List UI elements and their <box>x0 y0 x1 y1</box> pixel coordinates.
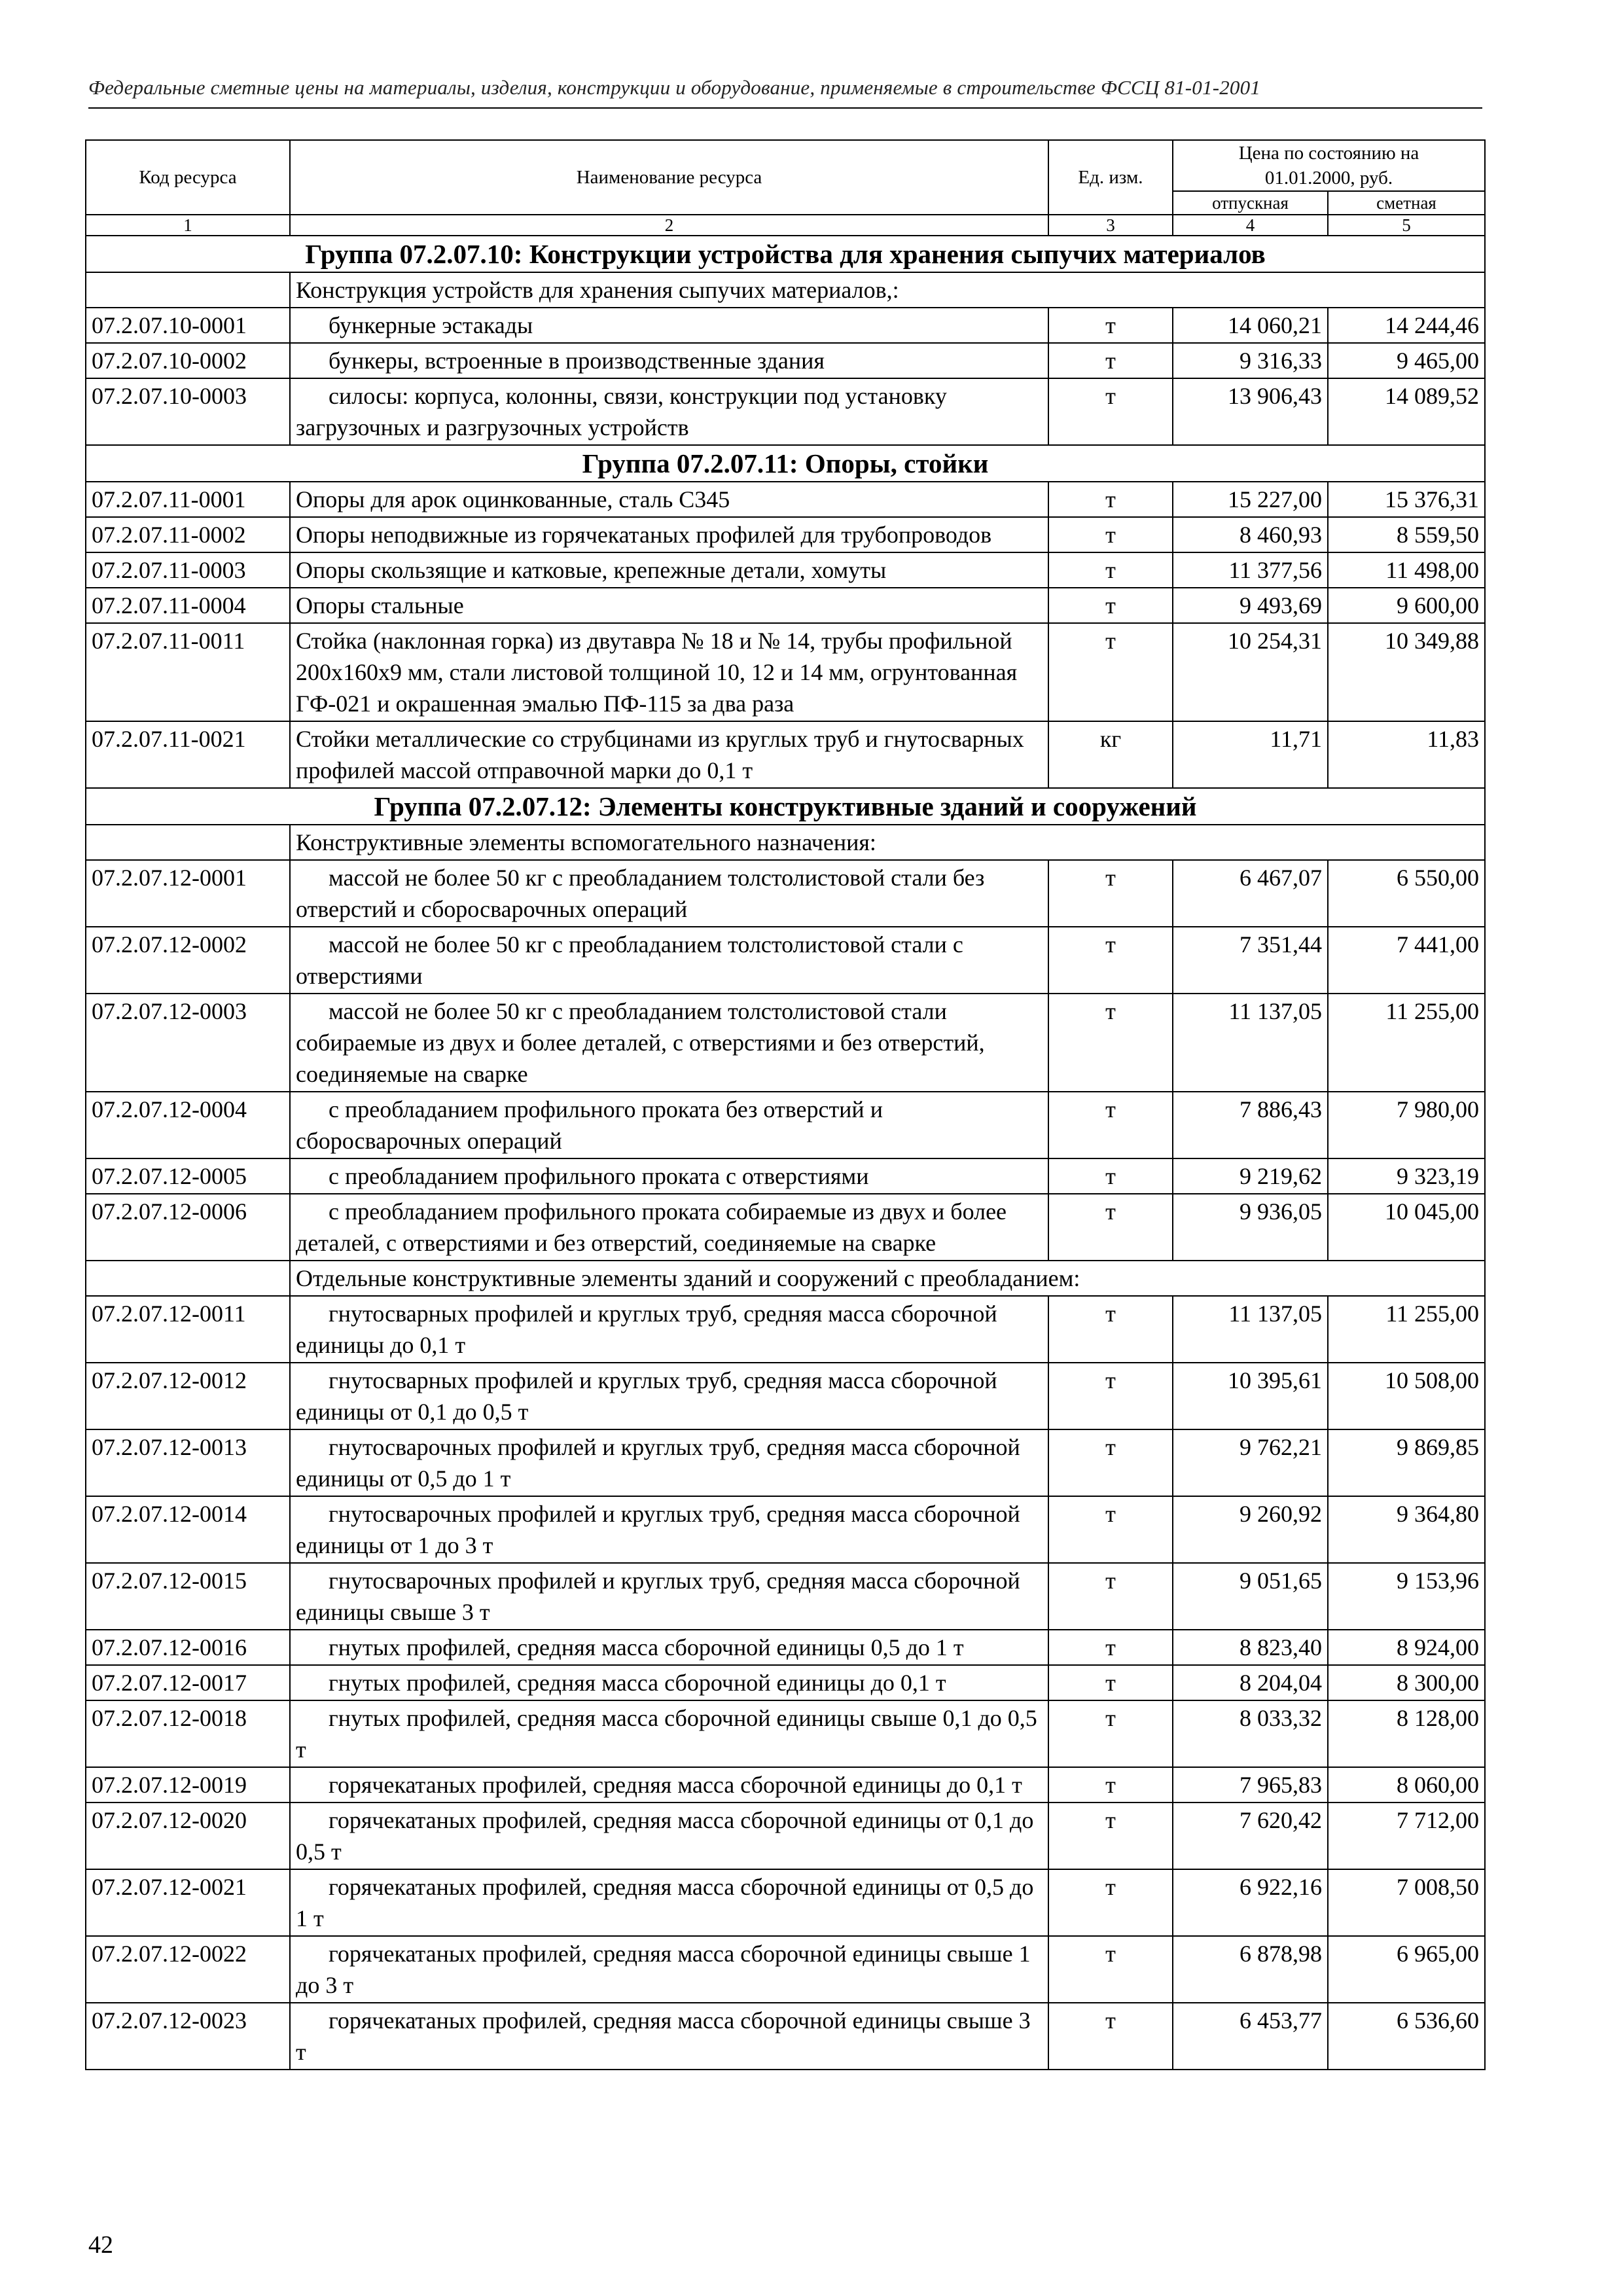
resource-unit: т <box>1048 1092 1173 1158</box>
resource-name <box>290 343 1048 378</box>
estimate-price: 14 244,46 <box>1328 308 1485 343</box>
estimate-price: 11,83 <box>1328 721 1485 788</box>
table-row <box>86 588 1485 623</box>
estimate-price: 9 364,80 <box>1328 1496 1485 1563</box>
resource-name-text: гнутых профилей, средняя масса сборочной единицы свыше 0,1 до 0,5 т <box>296 1705 1037 1763</box>
resource-code: 07.2.07.12-0018 <box>86 1700 290 1767</box>
resource-unit: т <box>1048 343 1173 378</box>
running-header: Федеральные сметные цены на материалы, изделия, конструкции и оборудование, применяемые в строительстве ФССЦ 81-01-2001 <box>88 76 1482 109</box>
table-body <box>86 236 1485 2070</box>
estimate-price: 8 559,50 <box>1328 517 1485 552</box>
estimate-price: 7 980,00 <box>1328 1092 1485 1158</box>
resource-code: 07.2.07.12-0005 <box>86 1158 290 1194</box>
resource-name-text: горячекатаных профилей, средняя масса сборочной единицы свыше 3 т <box>296 2007 1031 2065</box>
resource-unit: т <box>1048 1563 1173 1630</box>
resource-name-text: гнутосварных профилей и круглых труб, средняя масса сборочной единицы от 0,1 до 0,5 т <box>296 1367 997 1425</box>
resource-unit: т <box>1048 1803 1173 1869</box>
table-row <box>86 927 1485 994</box>
release-price: 7 351,44 <box>1173 927 1328 994</box>
release-price: 15 227,00 <box>1173 482 1328 517</box>
release-price: 9 260,92 <box>1173 1496 1328 1563</box>
estimate-price: 11 498,00 <box>1328 552 1485 588</box>
resource-code: 07.2.07.12-0017 <box>86 1665 290 1700</box>
release-price: 6 467,07 <box>1173 860 1328 927</box>
resource-code: 07.2.07.11-0021 <box>86 721 290 788</box>
resource-name: Опоры скользящие и катковые, крепежные детали, хомуты <box>290 552 1048 588</box>
resource-name-text: бункеры, встроенные в производственные здания <box>329 348 825 374</box>
estimate-price: 8 924,00 <box>1328 1630 1485 1665</box>
release-price: 6 878,98 <box>1173 1936 1328 2003</box>
table-row <box>86 2003 1485 2070</box>
release-price: 10 395,61 <box>1173 1363 1328 1429</box>
subheading: Конструкция устройств для хранения сыпучих материалов,: <box>290 272 1485 308</box>
resource-name: Стойка (наклонная горка) из двутавра № 18 и № 14, трубы профильной 200х160х9 мм, стали листовой толщиной 10, 12 и 14 мм, огрунтованная ГФ-021 и окрашенная эмалью ПФ-115 за два раза <box>290 623 1048 721</box>
resource-unit: т <box>1048 927 1173 994</box>
resource-code: 07.2.07.12-0016 <box>86 1630 290 1665</box>
estimate-price: 15 376,31 <box>1328 482 1485 517</box>
estimate-price: 8 060,00 <box>1328 1767 1485 1803</box>
resource-name: Опоры для арок оцинкованные, сталь С345 <box>290 482 1048 517</box>
estimate-price: 6 536,60 <box>1328 2003 1485 2070</box>
resource-code: 07.2.07.12-0013 <box>86 1429 290 1496</box>
resource-unit: т <box>1048 1767 1173 1803</box>
resource-code: 07.2.07.10-0003 <box>86 378 290 445</box>
release-price: 7 886,43 <box>1173 1092 1328 1158</box>
resource-unit: т <box>1048 588 1173 623</box>
resource-name: Опоры неподвижные из горячекатаных профилей для трубопроводов <box>290 517 1048 552</box>
subheading-empty-cell <box>86 825 290 860</box>
resource-code: 07.2.07.12-0021 <box>86 1869 290 1936</box>
table-row <box>86 1869 1485 1936</box>
estimate-price: 6 550,00 <box>1328 860 1485 927</box>
col-number: 1 <box>86 215 290 236</box>
resource-code: 07.2.07.12-0001 <box>86 860 290 927</box>
resource-name-text: горячекатаных профилей, средняя масса сборочной единицы от 0,5 до 1 т <box>296 1874 1034 1931</box>
resource-unit: т <box>1048 1158 1173 1194</box>
resource-unit: т <box>1048 308 1173 343</box>
estimate-price: 7 441,00 <box>1328 927 1485 994</box>
resource-code: 07.2.07.12-0023 <box>86 2003 290 2070</box>
resource-unit: т <box>1048 1630 1173 1665</box>
resource-code: 07.2.07.12-0015 <box>86 1563 290 1630</box>
resource-name-text: гнутосварочных профилей и круглых труб, средняя масса сборочной единицы от 0,5 до 1 т <box>296 1434 1020 1492</box>
price-table <box>85 139 1486 2070</box>
release-price: 8 204,04 <box>1173 1665 1328 1700</box>
table-row <box>86 1429 1485 1496</box>
resource-unit: т <box>1048 1296 1173 1363</box>
resource-name <box>290 1429 1048 1496</box>
estimate-price: 14 089,52 <box>1328 378 1485 445</box>
subheading-empty-cell <box>86 1261 290 1296</box>
resource-name <box>290 308 1048 343</box>
resource-unit: т <box>1048 1665 1173 1700</box>
release-price: 14 060,21 <box>1173 308 1328 343</box>
resource-unit: т <box>1048 1429 1173 1496</box>
release-price: 8 460,93 <box>1173 517 1328 552</box>
col-number: 2 <box>290 215 1048 236</box>
resource-name <box>290 1092 1048 1158</box>
estimate-price: 6 965,00 <box>1328 1936 1485 2003</box>
release-price: 13 906,43 <box>1173 378 1328 445</box>
resource-name-text: гнутосварных профилей и круглых труб, средняя масса сборочной единицы до 0,1 т <box>296 1300 997 1358</box>
group-heading-row <box>86 445 1485 482</box>
resource-name-text: гнутых профилей, средняя масса сборочной единицы 0,5 до 1 т <box>329 1634 964 1660</box>
table-row <box>86 1563 1485 1630</box>
resource-name-text: силосы: корпуса, колонны, связи, конструкции под установку загрузочных и разгрузочных устройств <box>296 383 947 440</box>
release-price: 7 620,42 <box>1173 1803 1328 1869</box>
resource-code: 07.2.07.11-0001 <box>86 482 290 517</box>
estimate-price: 10 045,00 <box>1328 1194 1485 1261</box>
column-number-row <box>86 215 1485 236</box>
resource-code: 07.2.07.11-0011 <box>86 623 290 721</box>
subheading-row <box>86 272 1485 308</box>
resource-name-text: массой не более 50 кг с преобладанием толстолистовой стали без отверстий и сборосварочных операций <box>296 865 985 922</box>
release-price: 8 823,40 <box>1173 1630 1328 1665</box>
group-heading: Группа 07.2.07.10: Конструкции устройства для хранения сыпучих материалов <box>86 236 1485 272</box>
resource-name <box>290 1158 1048 1194</box>
resource-unit: т <box>1048 552 1173 588</box>
resource-code: 07.2.07.12-0006 <box>86 1194 290 1261</box>
resource-code: 07.2.07.11-0004 <box>86 588 290 623</box>
table-row <box>86 1296 1485 1363</box>
resource-code: 07.2.07.12-0002 <box>86 927 290 994</box>
header-unit: Ед. изм. <box>1048 140 1173 215</box>
resource-unit: т <box>1048 1194 1173 1261</box>
resource-code: 07.2.07.12-0004 <box>86 1092 290 1158</box>
group-heading-row <box>86 236 1485 272</box>
resource-unit: т <box>1048 623 1173 721</box>
resource-name <box>290 927 1048 994</box>
resource-unit: т <box>1048 1936 1173 2003</box>
table-row <box>86 1700 1485 1767</box>
estimate-price: 10 508,00 <box>1328 1363 1485 1429</box>
release-price: 6 922,16 <box>1173 1869 1328 1936</box>
table-row <box>86 343 1485 378</box>
resource-unit: т <box>1048 482 1173 517</box>
resource-code: 07.2.07.12-0003 <box>86 994 290 1092</box>
resource-name-text: горячекатаных профилей, средняя масса сборочной единицы свыше 1 до 3 т <box>296 1941 1031 1998</box>
header-release: отпускная <box>1173 191 1328 215</box>
table-row <box>86 1496 1485 1563</box>
resource-code: 07.2.07.10-0001 <box>86 308 290 343</box>
estimate-price: 8 128,00 <box>1328 1700 1485 1767</box>
resource-name <box>290 1496 1048 1563</box>
resource-name <box>290 2003 1048 2070</box>
header-code: Код ресурса <box>86 140 290 215</box>
resource-name-text: массой не более 50 кг с преобладанием толстолистовой стали с отверстиями <box>296 931 963 989</box>
resource-name <box>290 378 1048 445</box>
resource-name-text: горячекатаных профилей, средняя масса сборочной единицы до 0,1 т <box>329 1772 1022 1798</box>
estimate-price: 11 255,00 <box>1328 1296 1485 1363</box>
resource-unit: кг <box>1048 721 1173 788</box>
subheading: Отдельные конструктивные элементы зданий и сооружений с преобладанием: <box>290 1261 1485 1296</box>
resource-code: 07.2.07.12-0014 <box>86 1496 290 1563</box>
group-heading-row <box>86 788 1485 825</box>
release-price: 7 965,83 <box>1173 1767 1328 1803</box>
estimate-price: 10 349,88 <box>1328 623 1485 721</box>
header-name: Наименование ресурса <box>290 140 1048 215</box>
resource-name <box>290 1767 1048 1803</box>
table-row <box>86 1092 1485 1158</box>
resource-name-text: с преобладанием профильного проката с отверстиями <box>329 1163 869 1189</box>
resource-code: 07.2.07.10-0002 <box>86 343 290 378</box>
resource-code: 07.2.07.12-0011 <box>86 1296 290 1363</box>
estimate-price: 11 255,00 <box>1328 994 1485 1092</box>
table-row <box>86 1936 1485 2003</box>
resource-unit: т <box>1048 860 1173 927</box>
table-header-row <box>86 140 1485 191</box>
release-price: 9 762,21 <box>1173 1429 1328 1496</box>
table-row <box>86 623 1485 721</box>
release-price: 11 137,05 <box>1173 1296 1328 1363</box>
col-number: 3 <box>1048 215 1173 236</box>
resource-code: 07.2.07.12-0012 <box>86 1363 290 1429</box>
release-price: 11,71 <box>1173 721 1328 788</box>
resource-unit: т <box>1048 2003 1173 2070</box>
resource-name <box>290 1630 1048 1665</box>
col-number: 5 <box>1328 215 1485 236</box>
estimate-price: 9 600,00 <box>1328 588 1485 623</box>
resource-name-text: с преобладанием профильного проката без отверстий и сборосварочных операций <box>296 1096 883 1154</box>
table-row <box>86 994 1485 1092</box>
resource-code: 07.2.07.12-0022 <box>86 1936 290 2003</box>
estimate-price: 9 465,00 <box>1328 343 1485 378</box>
release-price: 6 453,77 <box>1173 2003 1328 2070</box>
resource-unit: т <box>1048 378 1173 445</box>
group-heading: Группа 07.2.07.12: Элементы конструктивные зданий и сооружений <box>86 788 1485 825</box>
estimate-price: 7 712,00 <box>1328 1803 1485 1869</box>
resource-name <box>290 1665 1048 1700</box>
subheading-row <box>86 825 1485 860</box>
subheading: Конструктивные элементы вспомогательного назначения: <box>290 825 1485 860</box>
resource-name-text: с преобладанием профильного проката собираемые из двух и более деталей, с отверстиями и без отверстий, соединяемые на сварке <box>296 1198 1007 1256</box>
resource-name <box>290 1869 1048 1936</box>
resource-name <box>290 1936 1048 2003</box>
resource-code: 07.2.07.12-0020 <box>86 1803 290 1869</box>
table-row <box>86 1158 1485 1194</box>
table-row <box>86 308 1485 343</box>
release-price: 9 493,69 <box>1173 588 1328 623</box>
resource-unit: т <box>1048 1869 1173 1936</box>
resource-unit: т <box>1048 517 1173 552</box>
resource-name <box>290 1803 1048 1869</box>
resource-name <box>290 1296 1048 1363</box>
release-price: 9 316,33 <box>1173 343 1328 378</box>
resource-name-text: бункерные эстакады <box>329 312 533 338</box>
resource-code: 07.2.07.11-0002 <box>86 517 290 552</box>
resource-name <box>290 1563 1048 1630</box>
header-price: Цена по состоянию на 01.01.2000, руб. <box>1173 140 1485 191</box>
release-price: 10 254,31 <box>1173 623 1328 721</box>
estimate-price: 9 323,19 <box>1328 1158 1485 1194</box>
resource-unit: т <box>1048 1700 1173 1767</box>
estimate-price: 8 300,00 <box>1328 1665 1485 1700</box>
resource-name-text: гнутосварочных профилей и круглых труб, средняя масса сборочной единицы от 1 до 3 т <box>296 1501 1020 1558</box>
header-estimate: сметная <box>1328 191 1485 215</box>
release-price: 9 051,65 <box>1173 1563 1328 1630</box>
table-row <box>86 1767 1485 1803</box>
table-row <box>86 378 1485 445</box>
table-row <box>86 482 1485 517</box>
page-number: 42 <box>88 2231 113 2259</box>
resource-name <box>290 1700 1048 1767</box>
group-heading: Группа 07.2.07.11: Опоры, стойки <box>86 445 1485 482</box>
subheading-row <box>86 1261 1485 1296</box>
table-row <box>86 517 1485 552</box>
resource-name-text: горячекатаных профилей, средняя масса сборочной единицы от 0,1 до 0,5 т <box>296 1807 1034 1865</box>
table-row <box>86 1363 1485 1429</box>
resource-code: 07.2.07.11-0003 <box>86 552 290 588</box>
table-row <box>86 721 1485 788</box>
estimate-price: 9 153,96 <box>1328 1563 1485 1630</box>
resource-name-text: гнутых профилей, средняя масса сборочной единицы до 0,1 т <box>329 1670 946 1696</box>
estimate-price: 9 869,85 <box>1328 1429 1485 1496</box>
resource-name: Стойки металлические со струбцинами из круглых труб и гнутосварных профилей массой отправочной марки до 0,1 т <box>290 721 1048 788</box>
resource-name-text: массой не более 50 кг с преобладанием толстолистовой стали собираемые из двух и более деталей, с отверстиями и без отверстий, соединяемые на сварке <box>296 998 985 1087</box>
resource-name: Опоры стальные <box>290 588 1048 623</box>
table-row <box>86 552 1485 588</box>
resource-unit: т <box>1048 1363 1173 1429</box>
resource-code: 07.2.07.12-0019 <box>86 1767 290 1803</box>
release-price: 11 377,56 <box>1173 552 1328 588</box>
subheading-empty-cell <box>86 272 290 308</box>
estimate-price: 7 008,50 <box>1328 1869 1485 1936</box>
table-row <box>86 1803 1485 1869</box>
release-price: 9 936,05 <box>1173 1194 1328 1261</box>
col-number: 4 <box>1173 215 1328 236</box>
table-row <box>86 1665 1485 1700</box>
resource-unit: т <box>1048 994 1173 1092</box>
resource-name <box>290 994 1048 1092</box>
resource-name-text: гнутосварочных профилей и круглых труб, средняя масса сборочной единицы свыше 3 т <box>296 1568 1020 1625</box>
release-price: 9 219,62 <box>1173 1158 1328 1194</box>
resource-name <box>290 1363 1048 1429</box>
resource-unit: т <box>1048 1496 1173 1563</box>
release-price: 8 033,32 <box>1173 1700 1328 1767</box>
table-row <box>86 860 1485 927</box>
resource-name <box>290 1194 1048 1261</box>
resource-name <box>290 860 1048 927</box>
table-row <box>86 1194 1485 1261</box>
table-row <box>86 1630 1485 1665</box>
release-price: 11 137,05 <box>1173 994 1328 1092</box>
